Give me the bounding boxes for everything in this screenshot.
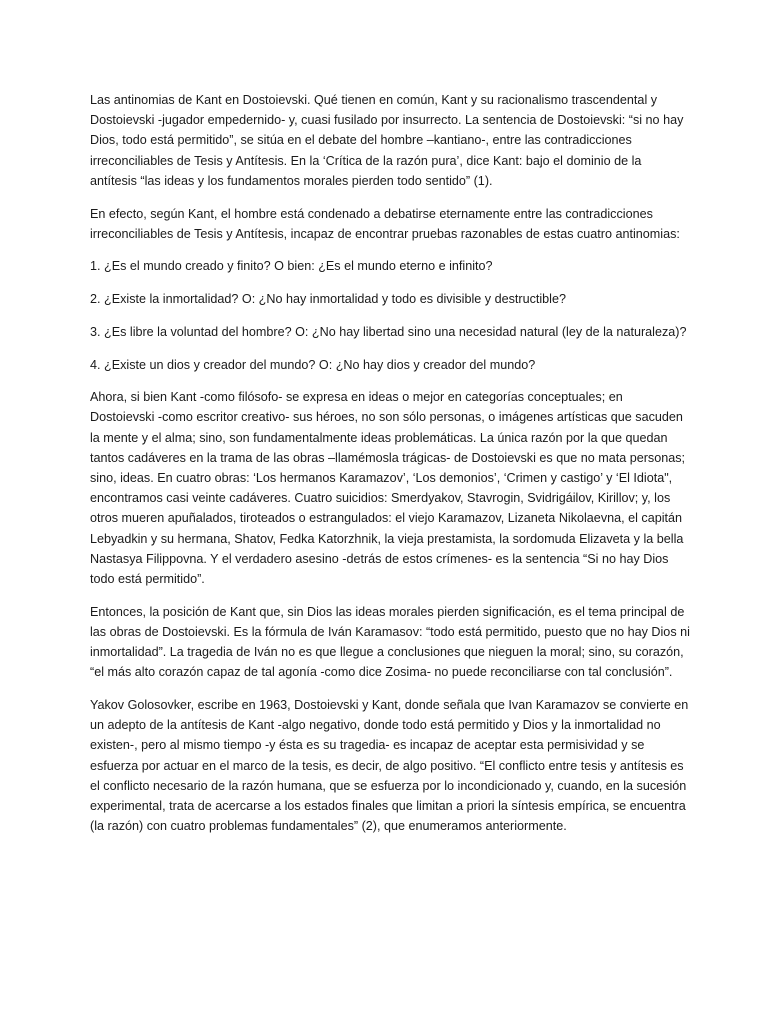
paragraph-intro: Las antinomias de Kant en Dostoievski. Qué tienen en común, Kant y su racionalismo trascendental y Dostoievski -jugador empedernido- y, cuasi fusilado por insurrecto. La sentencia de Dostoievski: “si no hay Dios, todo está permitido”, se sitúa en el debate del hombre –kantiano-, entre las contradicciones irreconciliables de Tesis y Antítesis. En la ‘Crítica de la razón pura’, dice Kant: bajo el dominio de la antítesis “las ideas y los fundamentos morales pierden todo sentido” (1). — [90, 93, 684, 188]
paragraph-golosovker: Yakov Golosovker, escribe en 1963, Dostoievski y Kant, donde señala que Ivan Karamazov se convierte en un adepto de la antítesis de Kant -algo negativo, donde todo está permitido y Dios y la inmortalidad no existen-, pero al mismo tiempo -y ésta es su tragedia- es incapaz de aceptar esta permisividad y se esfuerza por actuar en el marco de la tesis, es decir, de algo positivo. “El conflicto entre tesis y antítesis es el conflicto necesario de la razón humana, que se esfuerza por lo incondicionado y, cuando, en la sucesión experimental, trata de acercarse a los estados finales que limitan a priori la síntesis empírica, se encuentra (la razón) con cuatro problemas fundamentales” (2), que enumeramos anteriormente. — [90, 698, 689, 834]
document-page — [90, 90, 690, 849]
antinomy-item-3: 3. ¿Es libre la voluntad del hombre? O: ¿No hay libertad sino una necesidad natural (ley de la naturaleza)? — [90, 324, 687, 339]
antinomy-item-2: 2. ¿Existe la inmortalidad? O: ¿No hay inmortalidad y todo es divisible y destructible? — [90, 292, 566, 307]
paragraph-ivan-karamasov: Entonces, la posición de Kant que, sin Dios las ideas morales pierden significación, es el tema principal de las obras de Dostoievski. Es la fórmula de Iván Karamasov: “todo está permitido, puesto que no hay Dios ni inmortalidad”. La tragedia de Iván no es que llegue a conclusiones que nieguen la moral; sino, su corazón, “el más alto corazón capaz de tal agonía -como dice Zosima- no puede reconciliarse con tal conclusión”. — [90, 604, 690, 680]
antinomy-item-1: 1. ¿Es el mundo creado y finito? O bien: ¿Es el mundo eterno e infinito? — [90, 259, 493, 274]
paragraph-ideas-characters: Ahora, si bien Kant -como filósofo- se expresa en ideas o mejor en categorías conceptuales; en Dostoievski -como escritor creativo- sus héroes, no son sólo personas, o imágenes artísticas que sacuden la mente y el alma; sino, son fundamentalmente ideas problemáticas. La única razón por la que quedan tantos cadáveres en la trama de las obras –llamémosla trágicas- de Dostoievski es que no mata personas; sino, ideas. En cuatro obras: ‘Los hermanos Karamazov’, ‘Los demonios’, ‘Crimen y castigo’ y ‘El Idiota", encontramos casi veinte cadáveres. Cuatro suicidios: Smerdyakov, Stavrogin, Svidrigáilov, Kirillov; y, los otros mueren apuñalados, tiroteados o estrangulados: el viejo Karamazov, Lizaneta Nikolaevna, el capitán Lebyadkin y su hermana, Shatov, Fedka Katorzhnik, la vieja prestamista, la sordomuda Elizaveta y la bella Nastasya Filippovna. Y el verdadero asesino -detrás de estos crímenes- es la sentencia “Si no hay Dios todo está permitido”. — [90, 390, 686, 587]
paragraph-antinomies-intro: En efecto, según Kant, el hombre está condenado a debatirse eternamente entre las contradicciones irreconciliables de Tesis y Antítesis, incapaz de encontrar pruebas razonables de estas cuatro antinomias: — [90, 206, 680, 241]
antinomy-item-4: 4. ¿Existe un dios y creador del mundo? O: ¿No hay dios y creador del mundo? — [90, 357, 536, 372]
